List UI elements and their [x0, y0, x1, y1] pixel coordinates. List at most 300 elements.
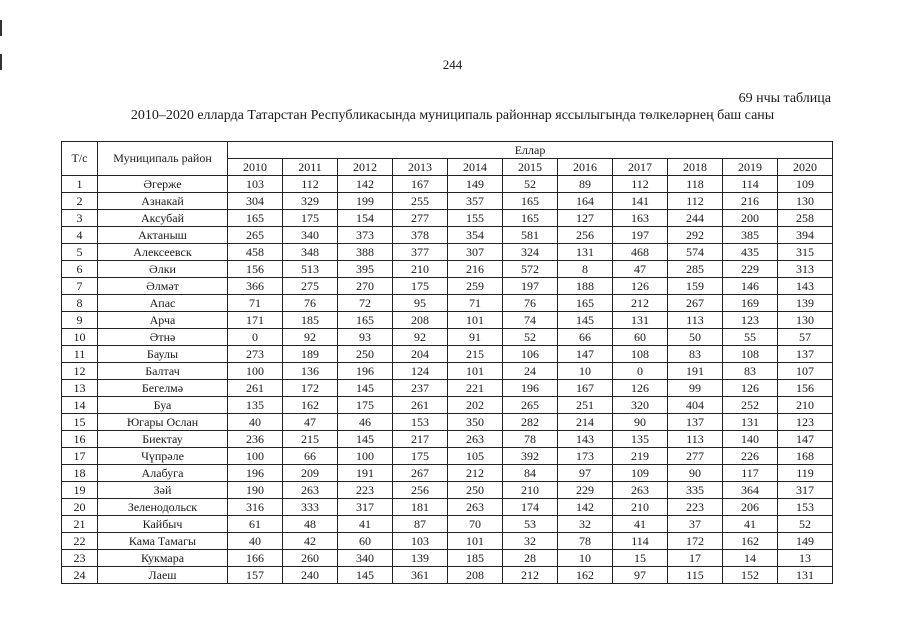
- district-name: Азнакай: [98, 193, 228, 210]
- value-cell: 223: [668, 499, 723, 516]
- value-cell: 277: [668, 448, 723, 465]
- value-cell: 52: [503, 176, 558, 193]
- value-cell: 255: [393, 193, 448, 210]
- value-cell: 196: [503, 380, 558, 397]
- value-cell: 126: [723, 380, 778, 397]
- table-row: [62, 414, 833, 431]
- value-cell: 304: [228, 193, 283, 210]
- value-cell: 113: [668, 431, 723, 448]
- value-cell: 152: [723, 567, 778, 584]
- value-cell: 8: [558, 261, 613, 278]
- table-row: [62, 244, 833, 261]
- value-cell: 388: [338, 244, 393, 261]
- district-name: Апас: [98, 295, 228, 312]
- value-cell: 57: [778, 329, 833, 346]
- margin-mark-top: [0, 20, 2, 36]
- row-number: 13: [62, 380, 98, 397]
- row-number: 10: [62, 329, 98, 346]
- value-cell: 126: [613, 278, 668, 295]
- value-cell: 147: [558, 346, 613, 363]
- value-cell: 200: [723, 210, 778, 227]
- value-cell: 66: [558, 329, 613, 346]
- fox-count-table: [61, 141, 833, 584]
- value-cell: 118: [668, 176, 723, 193]
- value-cell: 191: [338, 465, 393, 482]
- value-cell: 395: [338, 261, 393, 278]
- row-number: 7: [62, 278, 98, 295]
- value-cell: 212: [448, 465, 503, 482]
- value-cell: 275: [283, 278, 338, 295]
- district-name: Буа: [98, 397, 228, 414]
- value-cell: 139: [393, 550, 448, 567]
- table-row: [62, 550, 833, 567]
- value-cell: 101: [448, 533, 503, 550]
- value-cell: 166: [228, 550, 283, 567]
- value-cell: 83: [668, 346, 723, 363]
- value-cell: 53: [503, 516, 558, 533]
- row-number: 1: [62, 176, 98, 193]
- value-cell: 315: [778, 244, 833, 261]
- value-cell: 169: [723, 295, 778, 312]
- value-cell: 97: [558, 465, 613, 482]
- value-cell: 10: [558, 550, 613, 567]
- value-cell: 71: [448, 295, 503, 312]
- value-cell: 42: [283, 533, 338, 550]
- value-cell: 147: [778, 431, 833, 448]
- value-cell: 172: [668, 533, 723, 550]
- value-cell: 229: [723, 261, 778, 278]
- value-cell: 141: [613, 193, 668, 210]
- value-cell: 112: [668, 193, 723, 210]
- value-cell: 335: [668, 482, 723, 499]
- value-cell: 175: [393, 278, 448, 295]
- row-number: 22: [62, 533, 98, 550]
- value-cell: 32: [503, 533, 558, 550]
- value-cell: 285: [668, 261, 723, 278]
- value-cell: 189: [283, 346, 338, 363]
- value-cell: 47: [613, 261, 668, 278]
- district-name: Зеленодольск: [98, 499, 228, 516]
- value-cell: 165: [503, 193, 558, 210]
- value-cell: 263: [613, 482, 668, 499]
- value-cell: 267: [668, 295, 723, 312]
- value-cell: 208: [448, 567, 503, 584]
- value-cell: 95: [393, 295, 448, 312]
- row-number: 23: [62, 550, 98, 567]
- value-cell: 91: [448, 329, 503, 346]
- value-cell: 226: [723, 448, 778, 465]
- row-number: 2: [62, 193, 98, 210]
- value-cell: 143: [778, 278, 833, 295]
- value-cell: 210: [778, 397, 833, 414]
- value-cell: 145: [338, 431, 393, 448]
- value-cell: 277: [393, 210, 448, 227]
- value-cell: 87: [393, 516, 448, 533]
- table-row: [62, 261, 833, 278]
- value-cell: 142: [338, 176, 393, 193]
- value-cell: 190: [228, 482, 283, 499]
- value-cell: 156: [778, 380, 833, 397]
- table-row: [62, 465, 833, 482]
- table-row: [62, 210, 833, 227]
- value-cell: 32: [558, 516, 613, 533]
- table-row: [62, 482, 833, 499]
- value-cell: 126: [613, 380, 668, 397]
- row-number: 24: [62, 567, 98, 584]
- value-cell: 84: [503, 465, 558, 482]
- value-cell: 377: [393, 244, 448, 261]
- value-cell: 0: [613, 363, 668, 380]
- value-cell: 37: [668, 516, 723, 533]
- row-number: 17: [62, 448, 98, 465]
- value-cell: 259: [448, 278, 503, 295]
- value-cell: 196: [338, 363, 393, 380]
- row-number: 6: [62, 261, 98, 278]
- table-row: [62, 278, 833, 295]
- value-cell: 292: [668, 227, 723, 244]
- value-cell: 52: [503, 329, 558, 346]
- district-name: Аксубай: [98, 210, 228, 227]
- district-name: Кукмара: [98, 550, 228, 567]
- value-cell: 174: [503, 499, 558, 516]
- value-cell: 572: [503, 261, 558, 278]
- value-cell: 60: [613, 329, 668, 346]
- value-cell: 99: [668, 380, 723, 397]
- value-cell: 394: [778, 227, 833, 244]
- value-cell: 202: [448, 397, 503, 414]
- value-cell: 112: [283, 176, 338, 193]
- value-cell: 354: [448, 227, 503, 244]
- value-cell: 10: [558, 363, 613, 380]
- header-year: 2011: [283, 159, 338, 176]
- header-year: 2013: [393, 159, 448, 176]
- value-cell: 210: [613, 499, 668, 516]
- value-cell: 149: [448, 176, 503, 193]
- header-year: 2016: [558, 159, 613, 176]
- value-cell: 83: [723, 363, 778, 380]
- district-name: Актаныш: [98, 227, 228, 244]
- value-cell: 340: [338, 550, 393, 567]
- value-cell: 112: [613, 176, 668, 193]
- header-year: 2017: [613, 159, 668, 176]
- header-year: 2015: [503, 159, 558, 176]
- value-cell: 206: [723, 499, 778, 516]
- value-cell: 217: [393, 431, 448, 448]
- value-cell: 329: [283, 193, 338, 210]
- value-cell: 165: [558, 295, 613, 312]
- value-cell: 366: [228, 278, 283, 295]
- value-cell: 250: [338, 346, 393, 363]
- table-row: [62, 516, 833, 533]
- value-cell: 131: [723, 414, 778, 431]
- value-cell: 373: [338, 227, 393, 244]
- value-cell: 252: [723, 397, 778, 414]
- value-cell: 258: [778, 210, 833, 227]
- value-cell: 316: [228, 499, 283, 516]
- header-district: Муниципаль район: [98, 142, 228, 176]
- value-cell: 378: [393, 227, 448, 244]
- value-cell: 210: [503, 482, 558, 499]
- value-cell: 214: [558, 414, 613, 431]
- value-cell: 24: [503, 363, 558, 380]
- value-cell: 313: [778, 261, 833, 278]
- table-number: 69 нчы таблица: [738, 91, 831, 106]
- value-cell: 90: [668, 465, 723, 482]
- value-cell: 168: [778, 448, 833, 465]
- row-number: 9: [62, 312, 98, 329]
- value-cell: 320: [613, 397, 668, 414]
- value-cell: 101: [448, 363, 503, 380]
- row-number: 4: [62, 227, 98, 244]
- value-cell: 175: [393, 448, 448, 465]
- value-cell: 267: [393, 465, 448, 482]
- value-cell: 165: [338, 312, 393, 329]
- value-cell: 13: [778, 550, 833, 567]
- value-cell: 0: [228, 329, 283, 346]
- table-row: [62, 295, 833, 312]
- value-cell: 185: [448, 550, 503, 567]
- value-cell: 324: [503, 244, 558, 261]
- value-cell: 162: [283, 397, 338, 414]
- header-year: 2014: [448, 159, 503, 176]
- value-cell: 109: [613, 465, 668, 482]
- table-row: [62, 397, 833, 414]
- value-cell: 106: [503, 346, 558, 363]
- value-cell: 197: [613, 227, 668, 244]
- value-cell: 221: [448, 380, 503, 397]
- value-cell: 113: [668, 312, 723, 329]
- value-cell: 364: [723, 482, 778, 499]
- page-number: 244: [442, 57, 463, 72]
- value-cell: 123: [778, 414, 833, 431]
- header-year: 2019: [723, 159, 778, 176]
- value-cell: 131: [613, 312, 668, 329]
- value-cell: 14: [723, 550, 778, 567]
- row-number: 3: [62, 210, 98, 227]
- value-cell: 137: [778, 346, 833, 363]
- value-cell: 103: [228, 176, 283, 193]
- row-number: 21: [62, 516, 98, 533]
- value-cell: 131: [558, 244, 613, 261]
- value-cell: 265: [503, 397, 558, 414]
- value-cell: 28: [503, 550, 558, 567]
- value-cell: 60: [338, 533, 393, 550]
- row-number: 19: [62, 482, 98, 499]
- value-cell: 215: [448, 346, 503, 363]
- value-cell: 185: [283, 312, 338, 329]
- value-cell: 15: [613, 550, 668, 567]
- value-cell: 209: [283, 465, 338, 482]
- table-row: [62, 193, 833, 210]
- value-cell: 317: [778, 482, 833, 499]
- district-name: Зәй: [98, 482, 228, 499]
- value-cell: 114: [613, 533, 668, 550]
- value-cell: 114: [723, 176, 778, 193]
- table-row: [62, 363, 833, 380]
- value-cell: 131: [778, 567, 833, 584]
- value-cell: 140: [723, 431, 778, 448]
- value-cell: 273: [228, 346, 283, 363]
- value-cell: 41: [338, 516, 393, 533]
- value-cell: 229: [558, 482, 613, 499]
- value-cell: 146: [723, 278, 778, 295]
- district-name: Лаеш: [98, 567, 228, 584]
- value-cell: 157: [228, 567, 283, 584]
- value-cell: 90: [613, 414, 668, 431]
- value-cell: 103: [393, 533, 448, 550]
- row-number: 11: [62, 346, 98, 363]
- value-cell: 124: [393, 363, 448, 380]
- value-cell: 41: [723, 516, 778, 533]
- row-number: 20: [62, 499, 98, 516]
- value-cell: 162: [558, 567, 613, 584]
- value-cell: 240: [283, 567, 338, 584]
- value-cell: 127: [558, 210, 613, 227]
- value-cell: 244: [668, 210, 723, 227]
- value-cell: 156: [228, 261, 283, 278]
- value-cell: 97: [613, 567, 668, 584]
- value-cell: 317: [338, 499, 393, 516]
- district-name: Арча: [98, 312, 228, 329]
- row-number: 15: [62, 414, 98, 431]
- value-cell: 136: [283, 363, 338, 380]
- value-cell: 215: [283, 431, 338, 448]
- value-cell: 142: [558, 499, 613, 516]
- value-cell: 191: [668, 363, 723, 380]
- value-cell: 197: [503, 278, 558, 295]
- value-cell: 216: [723, 193, 778, 210]
- value-cell: 153: [778, 499, 833, 516]
- value-cell: 115: [668, 567, 723, 584]
- value-cell: 92: [393, 329, 448, 346]
- value-cell: 135: [613, 431, 668, 448]
- header-year: 2018: [668, 159, 723, 176]
- value-cell: 175: [338, 397, 393, 414]
- value-cell: 333: [283, 499, 338, 516]
- value-cell: 167: [393, 176, 448, 193]
- district-name: Әлмәт: [98, 278, 228, 295]
- table-row: [62, 431, 833, 448]
- value-cell: 167: [558, 380, 613, 397]
- value-cell: 162: [723, 533, 778, 550]
- table-title: 2010–2020 елларда Татарстан Республикасында муниципаль районнар яссылыгында төлкеләрнең баш саны: [130, 108, 775, 123]
- value-cell: 468: [613, 244, 668, 261]
- value-cell: 181: [393, 499, 448, 516]
- value-cell: 392: [503, 448, 558, 465]
- value-cell: 46: [338, 414, 393, 431]
- district-name: Әлки: [98, 261, 228, 278]
- value-cell: 117: [723, 465, 778, 482]
- table-row: [62, 380, 833, 397]
- value-cell: 574: [668, 244, 723, 261]
- value-cell: 41: [613, 516, 668, 533]
- value-cell: 163: [613, 210, 668, 227]
- district-name: Югары Ослан: [98, 414, 228, 431]
- header-year: 2020: [778, 159, 833, 176]
- value-cell: 70: [448, 516, 503, 533]
- value-cell: 76: [503, 295, 558, 312]
- value-cell: 236: [228, 431, 283, 448]
- value-cell: 139: [778, 295, 833, 312]
- value-cell: 100: [228, 448, 283, 465]
- value-cell: 145: [338, 567, 393, 584]
- value-cell: 212: [503, 567, 558, 584]
- value-cell: 40: [228, 533, 283, 550]
- value-cell: 17: [668, 550, 723, 567]
- value-cell: 219: [613, 448, 668, 465]
- value-cell: 307: [448, 244, 503, 261]
- district-name: Алексеевск: [98, 244, 228, 261]
- header-year: 2010: [228, 159, 283, 176]
- value-cell: 143: [558, 431, 613, 448]
- district-name: Әтнә: [98, 329, 228, 346]
- header-years-group: Еллар: [228, 142, 833, 159]
- value-cell: 101: [448, 312, 503, 329]
- value-cell: 74: [503, 312, 558, 329]
- value-cell: 40: [228, 414, 283, 431]
- row-number: 18: [62, 465, 98, 482]
- header-year: 2012: [338, 159, 393, 176]
- value-cell: 153: [393, 414, 448, 431]
- value-cell: 78: [558, 533, 613, 550]
- value-cell: 265: [228, 227, 283, 244]
- value-cell: 92: [283, 329, 338, 346]
- value-cell: 212: [613, 295, 668, 312]
- table-row: [62, 312, 833, 329]
- value-cell: 208: [393, 312, 448, 329]
- table-row: [62, 329, 833, 346]
- value-cell: 210: [393, 261, 448, 278]
- row-number: 5: [62, 244, 98, 261]
- value-cell: 130: [778, 312, 833, 329]
- value-cell: 105: [448, 448, 503, 465]
- row-number: 12: [62, 363, 98, 380]
- value-cell: 216: [448, 261, 503, 278]
- district-name: Алабуга: [98, 465, 228, 482]
- value-cell: 108: [723, 346, 778, 363]
- district-name: Әгерже: [98, 176, 228, 193]
- value-cell: 385: [723, 227, 778, 244]
- value-cell: 435: [723, 244, 778, 261]
- value-cell: 263: [448, 499, 503, 516]
- district-name: Балтач: [98, 363, 228, 380]
- district-name: Бегелмә: [98, 380, 228, 397]
- value-cell: 135: [228, 397, 283, 414]
- value-cell: 260: [283, 550, 338, 567]
- value-cell: 348: [283, 244, 338, 261]
- value-cell: 137: [668, 414, 723, 431]
- value-cell: 108: [613, 346, 668, 363]
- district-name: Кайбыч: [98, 516, 228, 533]
- value-cell: 251: [558, 397, 613, 414]
- value-cell: 164: [558, 193, 613, 210]
- row-number: 16: [62, 431, 98, 448]
- value-cell: 175: [283, 210, 338, 227]
- value-cell: 261: [228, 380, 283, 397]
- value-cell: 171: [228, 312, 283, 329]
- value-cell: 145: [338, 380, 393, 397]
- value-cell: 513: [283, 261, 338, 278]
- value-cell: 340: [283, 227, 338, 244]
- table-row: [62, 533, 833, 550]
- district-name: Биектау: [98, 431, 228, 448]
- value-cell: 282: [503, 414, 558, 431]
- value-cell: 119: [778, 465, 833, 482]
- value-cell: 130: [778, 193, 833, 210]
- table-row: [62, 176, 833, 193]
- value-cell: 361: [393, 567, 448, 584]
- table-row: [62, 346, 833, 363]
